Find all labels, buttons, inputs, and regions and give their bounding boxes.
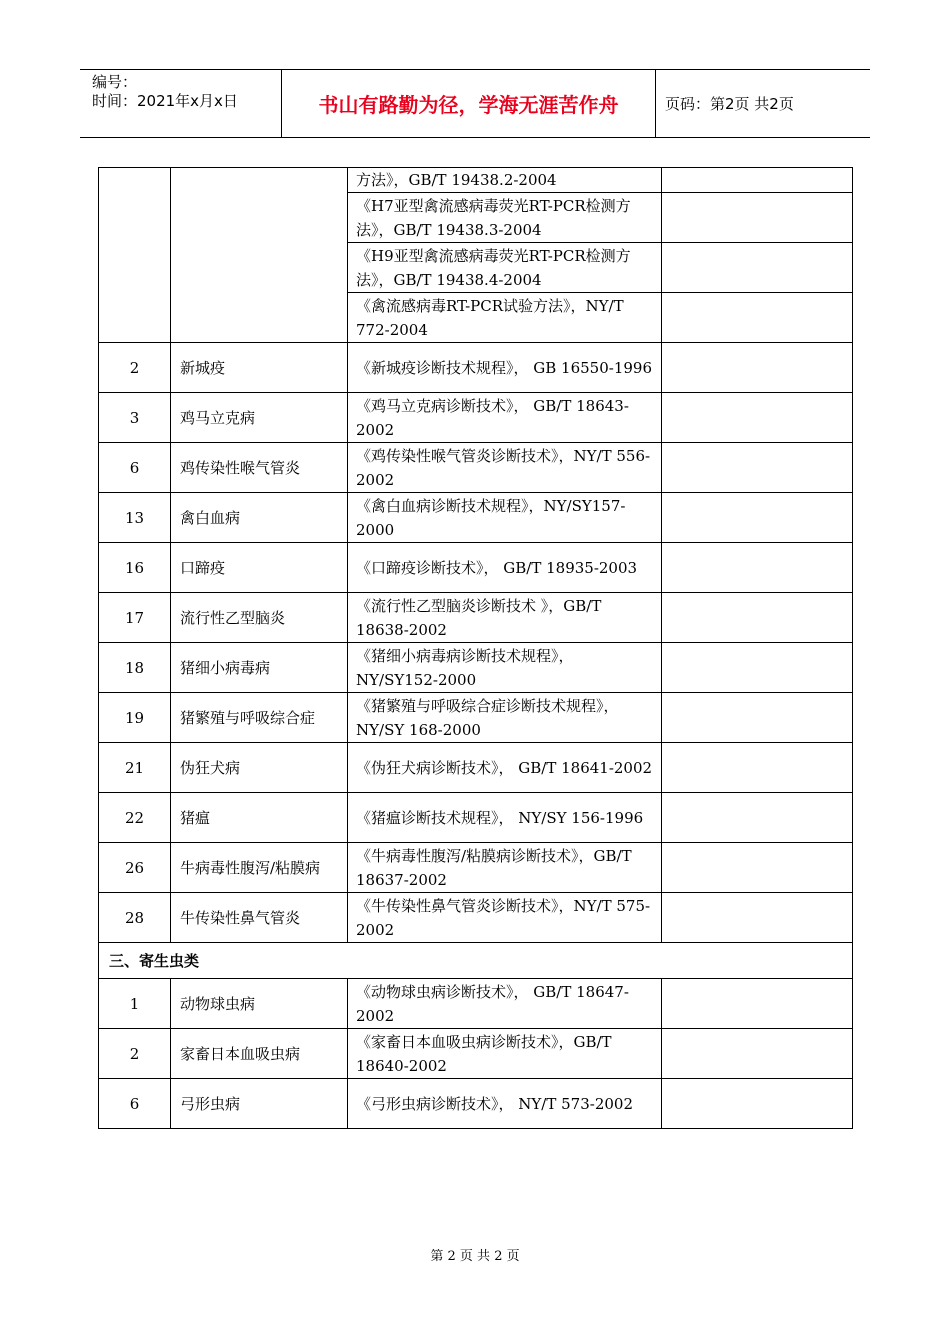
- table-cell-name: 牛传染性鼻气管炎: [171, 893, 348, 943]
- table-row: [99, 979, 853, 1029]
- table-cell-standard: 《鸡马立克病诊断技术》， GB/T 18643-2002: [348, 393, 662, 443]
- table-cell-name: 牛病毒性腹泻/粘膜病: [171, 843, 348, 893]
- table-cell-standard: 《猪瘟诊断技术规程》， NY/SY 156-1996: [348, 793, 662, 843]
- table-cell-no: 28: [99, 893, 171, 943]
- table-cell-name: 流行性乙型脑炎: [171, 593, 348, 643]
- table-cell-remark: [662, 1029, 853, 1079]
- table-cell-remark: [662, 843, 853, 893]
- table-cell-name: 弓形虫病: [171, 1079, 348, 1129]
- table-cell-remark: [662, 493, 853, 543]
- table-row: [99, 643, 853, 693]
- table-cell-remark: [662, 243, 853, 293]
- table-row: [99, 493, 853, 543]
- table-cell-no: 22: [99, 793, 171, 843]
- table-row: [99, 543, 853, 593]
- table-cell-name: 禽白血病: [171, 493, 348, 543]
- header-meta: [80, 70, 282, 137]
- table-cell-name: 猪细小病毒病: [171, 643, 348, 693]
- table-cell-standard: 《口蹄疫诊断技术》， GB/T 18935-2003: [348, 543, 662, 593]
- table-cell-remark: [662, 343, 853, 393]
- section-heading-parasites: 三、寄生虫类: [99, 943, 853, 979]
- table-cell-remark: [662, 543, 853, 593]
- table-cell-name: 动物球虫病: [171, 979, 348, 1029]
- table-row: [99, 343, 853, 393]
- table-cell-standard: 《新城疫诊断技术规程》， GB 16550-1996: [348, 343, 662, 393]
- table-cell-remark: [662, 293, 853, 343]
- document-time-label: 时间：2021年x月x日: [92, 92, 238, 110]
- table-cell-remark: [662, 893, 853, 943]
- table-cell-standard: 《动物球虫病诊断技术》， GB/T 18647-2002: [348, 979, 662, 1029]
- table-row: [99, 793, 853, 843]
- table-cell-standard: 《猪繁殖与呼吸综合症诊断技术规程》， NY/SY 168-2000: [348, 693, 662, 743]
- table-cell-remark: [662, 743, 853, 793]
- table-cell-name: 鸡传染性喉气管炎: [171, 443, 348, 493]
- table-cell-remark: [662, 443, 853, 493]
- table-cell-standard: 《H7亚型禽流感病毒荧光RT-PCR检测方法》，GB/T 19438.3-2004: [348, 193, 662, 243]
- table-row: [99, 1029, 853, 1079]
- table-cell-standard: 方法》，GB/T 19438.2-2004: [348, 168, 662, 193]
- page-header: [80, 69, 870, 138]
- table-cell-remark: [662, 393, 853, 443]
- table-cell-standard: 《鸡传染性喉气管炎诊断技术》，NY/T 556-2002: [348, 443, 662, 493]
- table-cell-remark: [662, 193, 853, 243]
- table-row: [99, 743, 853, 793]
- table-cell-standard: 《伪狂犬病诊断技术》， GB/T 18641-2002: [348, 743, 662, 793]
- table-cell-standard: 《猪细小病毒病诊断技术规程》，NY/SY152-2000: [348, 643, 662, 693]
- table-cell-no: 1: [99, 979, 171, 1029]
- table-cell-name: 猪瘟: [171, 793, 348, 843]
- standards-table-body: [99, 168, 853, 1129]
- header-page-info: 页码：第2页 共2页: [665, 95, 794, 113]
- table-cell-standard: 《流行性乙型脑炎诊断技术 》，GB/T 18638-2002: [348, 593, 662, 643]
- table-cell-standard: 《H9亚型禽流感病毒荧光RT-PCR检测方法》，GB/T 19438.4-2004: [348, 243, 662, 293]
- table-cell-name: 伪狂犬病: [171, 743, 348, 793]
- table-cell-remark: [662, 168, 853, 193]
- table-cell-remark: [662, 793, 853, 843]
- table-row: [99, 443, 853, 493]
- table-cell-no: 21: [99, 743, 171, 793]
- table-cell-name: 新城疫: [171, 343, 348, 393]
- table-cell-name: 猪繁殖与呼吸综合症: [171, 693, 348, 743]
- table-cell-standard: 《牛病毒性腹泻/粘膜病诊断技术》，GB/T 18637-2002: [348, 843, 662, 893]
- table-cell-remark: [662, 979, 853, 1029]
- page-footer: 第 2 页 共 2 页: [430, 1249, 520, 1264]
- table-row: [99, 593, 853, 643]
- table-cell-standard: 《禽流感病毒RT-PCR试验方法》，NY/T 772-2004: [348, 293, 662, 343]
- header-motto: 书山有路勤为径，学海无涯苦作舟: [282, 70, 656, 137]
- table-row: [99, 843, 853, 893]
- table-row: [99, 168, 853, 193]
- table-cell-no: 2: [99, 1029, 171, 1079]
- table-row: [99, 393, 853, 443]
- table-cell-name: 口蹄疫: [171, 543, 348, 593]
- table-cell-remark: [662, 643, 853, 693]
- table-cell-standard: 《禽白血病诊断技术规程》，NY/SY157-2000: [348, 493, 662, 543]
- table-cell-name: 鸡马立克病: [171, 393, 348, 443]
- table-cell-remark: [662, 593, 853, 643]
- table-cell-no: 18: [99, 643, 171, 693]
- table-cell-no: 26: [99, 843, 171, 893]
- table-cell-no: 2: [99, 343, 171, 393]
- table-cell-standard: 《牛传染性鼻气管炎诊断技术》，NY/T 575-2002: [348, 893, 662, 943]
- table-cell-standard: 《弓形虫病诊断技术》， NY/T 573-2002: [348, 1079, 662, 1129]
- table-cell-standard: 《家畜日本血吸虫病诊断技术》，GB/T 18640-2002: [348, 1029, 662, 1079]
- table-cell-name: [171, 168, 348, 343]
- table-cell-no: 6: [99, 443, 171, 493]
- table-cell-no: 19: [99, 693, 171, 743]
- table-cell-no: [99, 168, 171, 343]
- section-header-row: [99, 943, 853, 979]
- table-cell-remark: [662, 1079, 853, 1129]
- table-cell-no: 17: [99, 593, 171, 643]
- table-cell-remark: [662, 693, 853, 743]
- table-cell-no: 16: [99, 543, 171, 593]
- table-cell-no: 3: [99, 393, 171, 443]
- table-row: [99, 1079, 853, 1129]
- table-cell-no: 6: [99, 1079, 171, 1129]
- document-number-label: 编号：: [92, 73, 138, 91]
- table-row: [99, 893, 853, 943]
- table-row: [99, 693, 853, 743]
- table-cell-name: 家畜日本血吸虫病: [171, 1029, 348, 1079]
- table-cell-no: 13: [99, 493, 171, 543]
- standards-table: [98, 167, 853, 1129]
